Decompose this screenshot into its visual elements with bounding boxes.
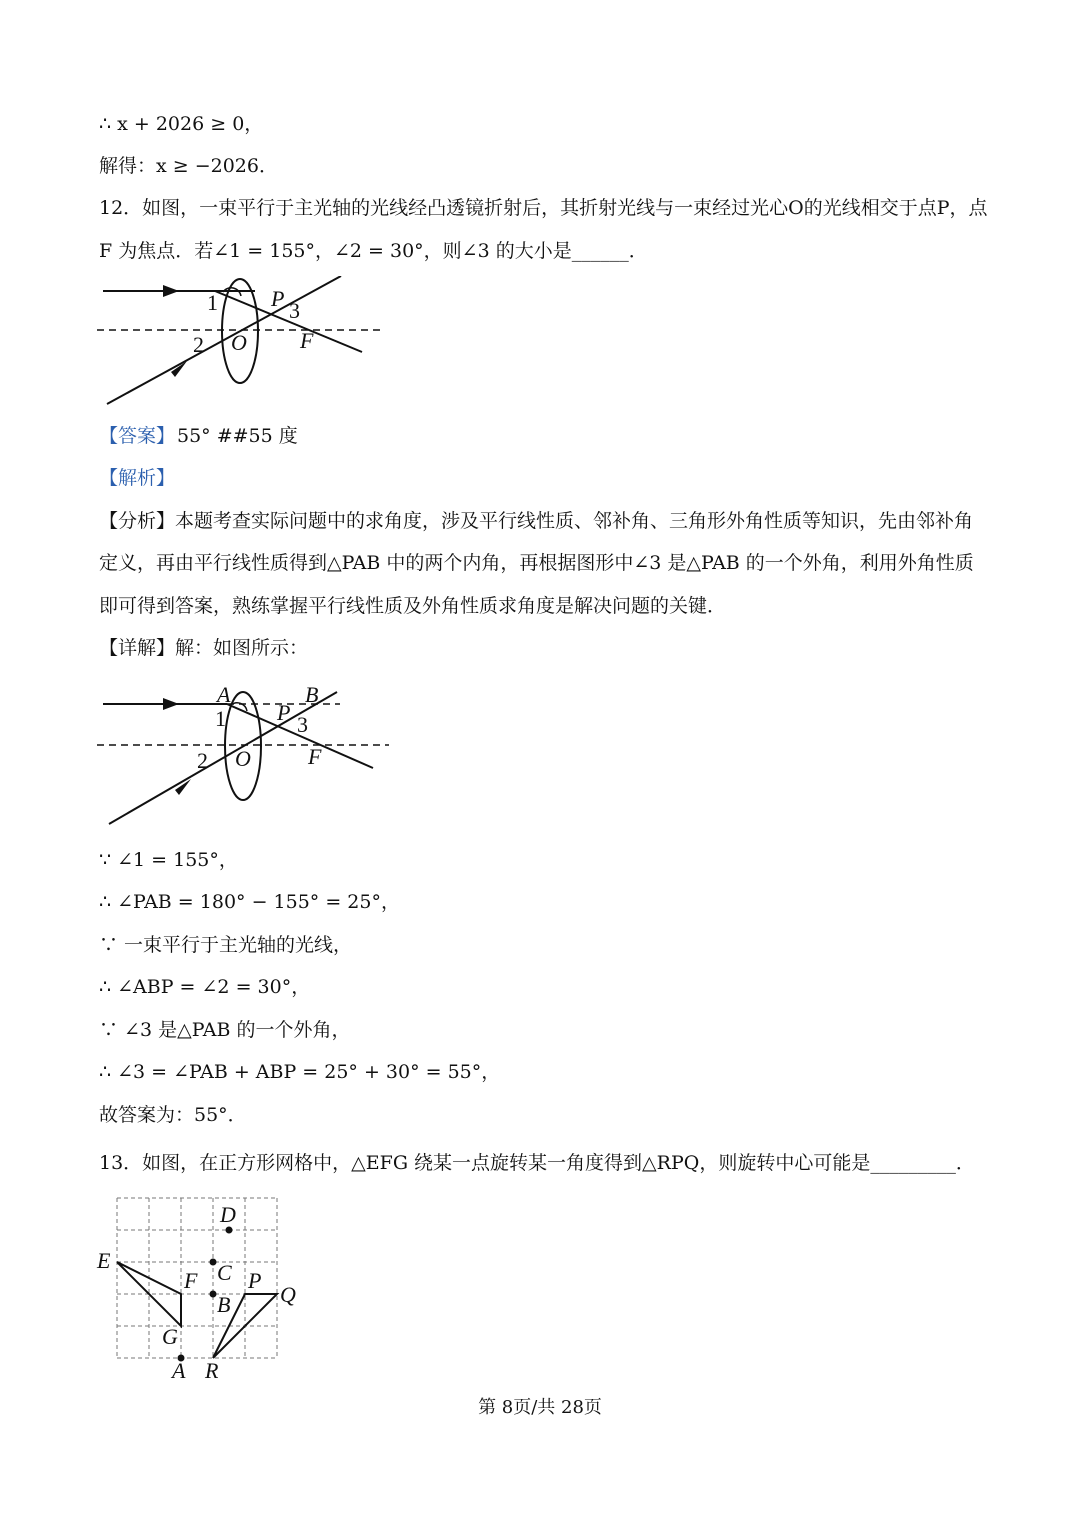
step-line: ∵ 一束平行于主光轴的光线， — [99, 934, 353, 956]
step-line: 解得：x ≥ −2026． — [99, 155, 278, 177]
analysis-text: 【分析】本题考查实际问题中的求角度，涉及平行线性质、邻补角、三角形外角性质等知识，先由邻补角 — [99, 510, 974, 532]
question-13-text: 13．如图，在正方形网格中，△EFG 绕某一点旋转某一角度得到△RPQ，则旋转中心可能是_________． — [99, 1152, 975, 1174]
label-b: B — [305, 682, 319, 707]
step-line: ∵ ∠1 = 155°， — [99, 849, 238, 871]
label-2: 2 — [193, 332, 204, 357]
label-g: G — [162, 1324, 178, 1349]
detail-text: 【详解】解：如图所示： — [99, 637, 309, 659]
step-line: ∴ ∠3 = ∠PAB + ABP = 25° + 30° = 55°， — [99, 1061, 501, 1083]
label-1: 1 — [207, 290, 218, 315]
label-o: O — [235, 746, 251, 771]
question-12-text: F 为焦点．若∠1 = 155°，∠2 = 30°，则∠3 的大小是______． — [99, 240, 648, 262]
question-12-text: 12．如图，一束平行于主光轴的光线经凸透镜折射后，其折射光线与一束经过光心O的光线相交于点P，点 — [99, 197, 988, 219]
label-f: F — [300, 328, 314, 353]
label-b: B — [217, 1292, 231, 1317]
step-line: ∴ ∠ABP = ∠2 = 30°， — [99, 976, 311, 998]
label-p: P — [277, 700, 291, 725]
label-1: 1 — [215, 706, 226, 731]
label-q: Q — [280, 1282, 296, 1307]
grid-figure — [92, 1190, 312, 1390]
step-line: 故答案为：55°． — [99, 1104, 247, 1126]
label-p: P — [248, 1268, 262, 1293]
step-line: ∴ ∠PAB = 180° − 155° = 25°， — [99, 891, 400, 913]
label-f: F — [184, 1268, 198, 1293]
answer-text: 55° ##55 度 — [177, 425, 298, 447]
label-a: A — [217, 682, 231, 707]
label-d: D — [220, 1202, 236, 1227]
label-r: R — [205, 1358, 219, 1383]
page-footer: 第 8页/共 28页 — [478, 1397, 602, 1418]
step-line: ∴ x + 2026 ≥ 0， — [99, 113, 264, 135]
label-2: 2 — [197, 748, 208, 773]
label-c: C — [217, 1260, 232, 1285]
analysis-tag: 【解析】 — [99, 467, 176, 489]
lens-figure-1 — [95, 276, 385, 410]
label-e: E — [97, 1248, 111, 1273]
label-p: P — [271, 286, 285, 311]
label-3: 3 — [289, 298, 300, 323]
label-f: F — [308, 744, 322, 769]
label-3: 3 — [297, 712, 308, 737]
label-o: O — [231, 330, 247, 355]
label-a: A — [172, 1358, 186, 1383]
answer-tag: 【答案】 — [99, 425, 176, 447]
analysis-text: 即可得到答案，熟练掌握平行线性质及外角性质求角度是解决问题的关键． — [99, 595, 727, 617]
analysis-text: 定义，再由平行线性质得到△PAB 中的两个内角，再根据图形中∠3 是△PAB 的一个外角，利用外角性质 — [99, 552, 974, 574]
lens-figure-2 — [95, 680, 395, 830]
step-line: ∵ ∠3 是△PAB 的一个外角， — [99, 1019, 351, 1041]
